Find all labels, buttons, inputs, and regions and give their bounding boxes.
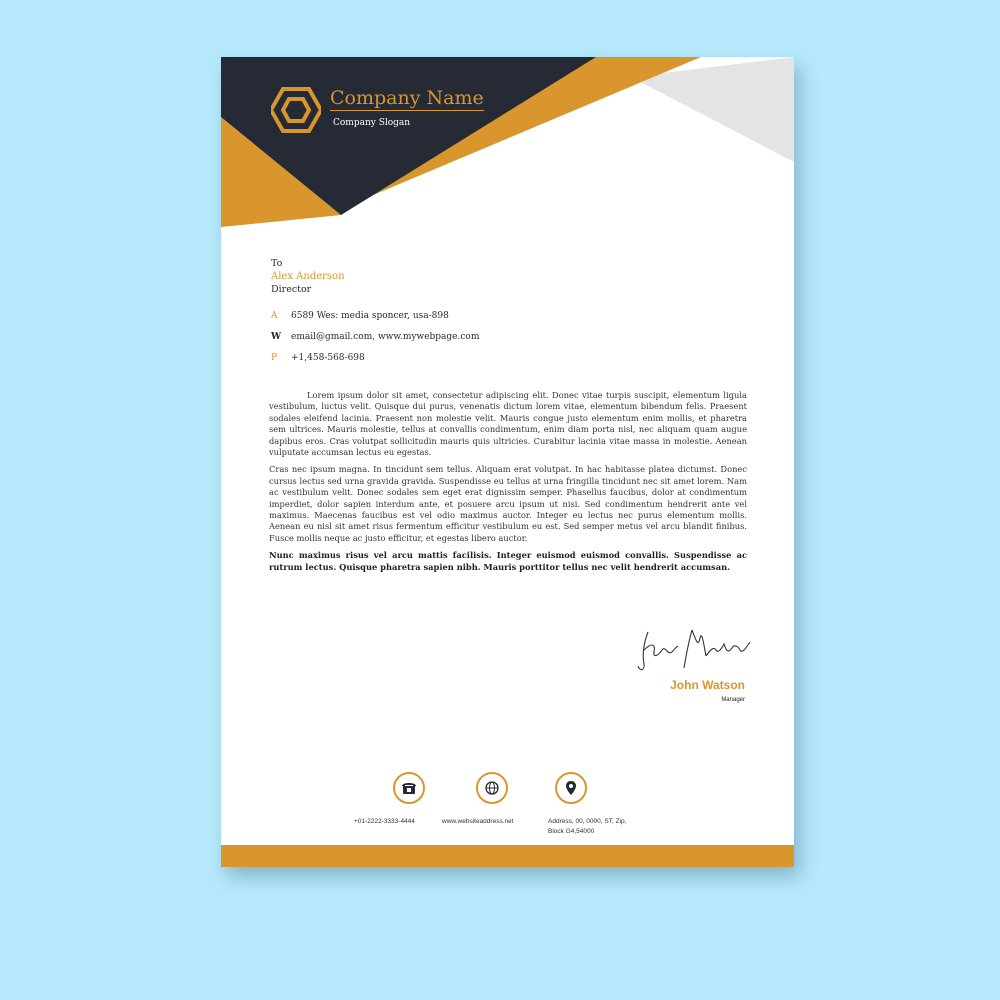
contact-row-address [271, 305, 479, 326]
footer-gold-bar [221, 845, 794, 867]
contact-list [271, 305, 479, 368]
body-paragraph-2: Cras nec ipsum magna. In tincidunt sem tellus. Aliquam erat volutpat. In hac habitasse platea dictumst. Donec cursus lectus sed urna gravida gravida. Suspendisse eu tellus at urna fringilla tincidunt nec sit amet lorem. Nam ac vestibulum velit. Donec sodales sem eget erat dignissim semper. Phasellus faucibus, dolor at condimentum imperdiet, dolor sapien interdum ante, et posuere arcu ipsum ut nisi. Sed condimentum hendrerit ante vel maximus. Maecenas faucibus est vel odio maximus auctor. Integer eu lectus nec purus elementum mollis. Aenean eu nisl sit amet risus fermentum efficitur vestibulum eu est. Sed semper metus vel arcu blandit finibus. Fusce mollis neque ac justo efficitur, et egestas libero auctor. [269, 464, 747, 543]
header-geometric-art [221, 57, 794, 227]
body-paragraph-3: Nunc maximus risus vel arcu mattis facilisis. Integer euismod euismod convallis. Suspendisse ac rutrum lectus. Quisque pharetra sapien nibh. Mauris porttitor tellus nec velit hendrerit accumsan. [269, 550, 747, 572]
company-name: Company Name [330, 87, 484, 109]
footer-address-line-2: Block G4,54000 [548, 828, 595, 835]
recipient-name: Alex Anderson [271, 271, 345, 282]
globe-icon [476, 772, 508, 804]
footer-address-line-1: Address, 00, 0000, ST, Zip, [548, 818, 627, 825]
letterhead-page [221, 57, 794, 867]
footer-phone: +01-2222-3333-4444 [354, 818, 415, 825]
handwritten-signature [634, 620, 754, 680]
phone-value: +1,458-568-698 [291, 352, 365, 363]
contact-row-web [271, 326, 479, 347]
to-label: To [271, 258, 283, 269]
address-value: 6589 Wes: media sponcer, usa-898 [291, 310, 449, 321]
address-key: A [271, 310, 278, 321]
web-key: W [271, 331, 282, 342]
contact-row-phone [271, 347, 479, 368]
web-value: email@gmail.com, www.mywebpage.com [291, 331, 480, 342]
signer-name: John Watson [670, 678, 745, 692]
body-paragraph-1: Lorem ipsum dolor sit amet, consectetur adipiscing elit. Donec vitae turpis suscipit, elementum ligula vestibulum, luctus velit. Quisque dui purus, venenatis dictum lorem vitae, elementum bibendum felis. Praesent sodales eleifend lacinia. Praesent non molestie velit. Mauris congue justo elementum enim mollis, et pharetra sem ultrices. Mauris molestie, tellus at convallis condimentum, enim diam porta nisl, nec aliquam quam augue dapibus eros. Cras volutpat sollicitudin mauris quis ultricies. Curabitur lacinia vitae massa in molestie. Aenean vulputate accumsan lectus eu egestas. [269, 390, 747, 458]
footer-address [548, 817, 626, 837]
recipient-title: Director [271, 284, 312, 295]
signer-role: Manager [721, 697, 745, 703]
recipient-block [271, 257, 345, 296]
footer-website: www.websiteaddress.net [442, 818, 514, 825]
map-pin-icon [555, 772, 587, 804]
telephone-icon [393, 772, 425, 804]
letter-body [269, 390, 747, 579]
hexagon-logo-icon [271, 85, 321, 135]
phone-key: P [271, 352, 278, 363]
company-slogan: Company Slogan [333, 118, 411, 128]
